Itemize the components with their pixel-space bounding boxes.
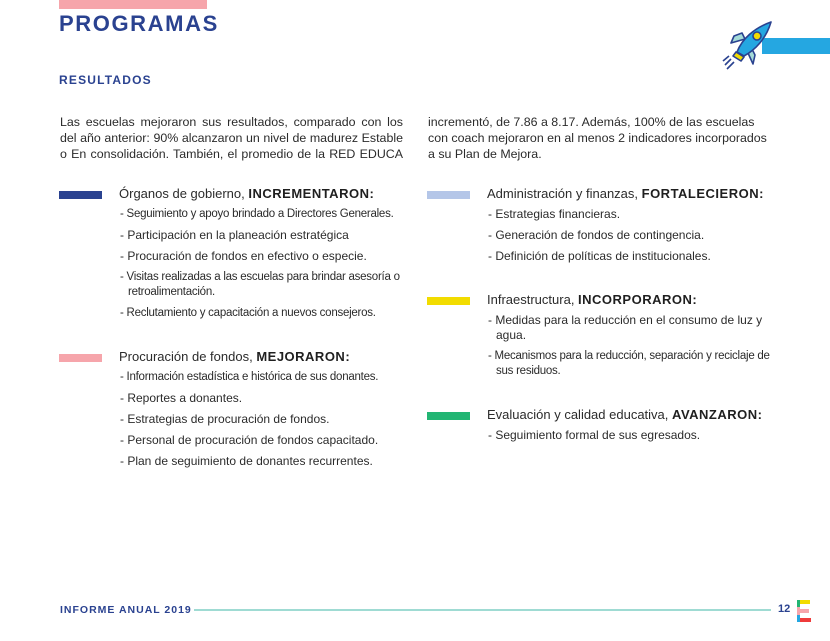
color-swatch [427, 297, 470, 305]
educa-e-logo-icon [797, 600, 811, 622]
group-verb: AVANZARON: [672, 407, 763, 422]
list-item: - Personal de procuración de fondos capacitado. [120, 433, 379, 447]
list-item: - Procuración de fondos en efectivo o especie. [120, 249, 367, 263]
group-label: Administración y finanzas, [487, 186, 642, 201]
group-label: Evaluación y calidad educativa, [487, 407, 673, 422]
group-heading [487, 406, 762, 424]
header-accent-bar [59, 0, 207, 9]
intro-paragraph-right: incrementó, de 7.86 a 8.17. Además, 100% de las escuelas con coach mejoraron en al menos 2 indicadores incorporados a su Plan de Mejora. [428, 115, 767, 161]
list-item: - Generación de fondos de contingencia. [488, 228, 705, 242]
list-item: - Reportes a donantes. [120, 391, 243, 405]
group-heading [119, 185, 374, 203]
list-item: - Participación en la planeación estratégica [120, 228, 349, 242]
list-item: - Seguimiento y apoyo brindado a Directores Generales. [120, 208, 394, 220]
list-item: - Medidas para la reducción en el consumo de luz y agua. [488, 313, 763, 342]
list-item: - Visitas realizadas a las escuelas para brindar asesoría o retroalimentación. [120, 271, 400, 298]
list-item: - Plan de seguimiento de donantes recurrentes. [120, 454, 373, 468]
rocket-icon [720, 19, 776, 71]
group-label: Infraestructura, [487, 292, 579, 307]
list-item: - Información estadística e histórica de sus donantes. [120, 371, 379, 383]
group-verb: INCORPORARON: [578, 292, 698, 307]
group-heading [487, 185, 764, 203]
group-items [488, 428, 700, 449]
rocket-window [753, 32, 761, 40]
group-items [120, 370, 378, 475]
group-verb: MEJORARON: [256, 349, 351, 364]
color-swatch [59, 354, 102, 362]
footer-report-title: INFORME ANUAL 2019 [60, 604, 192, 616]
rocket-exhaust [723, 56, 734, 69]
list-item: - Estrategias financieras. [488, 207, 621, 221]
group-label: Procuración de fondos, [119, 349, 257, 364]
group-verb: INCREMENTARON: [248, 186, 375, 201]
group-verb: FORTALECIERON: [641, 186, 764, 201]
group-heading [119, 348, 350, 366]
section-title: RESULTADOS [59, 73, 152, 87]
list-item: - Estrategias de procuración de fondos. [120, 412, 330, 426]
color-swatch [427, 191, 470, 199]
group-items [488, 207, 711, 270]
list-item: - Reclutamiento y capacitación a nuevos consejeros. [120, 307, 376, 319]
group-label: Órganos de gobierno, [119, 186, 249, 201]
group-items [120, 207, 418, 327]
color-swatch [59, 191, 102, 199]
list-item: - Definición de políticas de institucionales. [488, 249, 711, 263]
footer-divider [194, 609, 771, 611]
page-number: 12 [778, 603, 791, 615]
intro-paragraph-left: Las escuelas mejoraron sus resultados, comparado con los del año anterior: 90% alcanzaron un nivel de madurez Estable o En consolidación. También, el promedio de la RED EDUCA [60, 115, 403, 161]
list-item: - Mecanismos para la reducción, separación y reciclaje de sus residuos. [488, 350, 770, 377]
group-items [488, 313, 786, 385]
color-swatch [427, 412, 470, 420]
group-heading [487, 291, 697, 309]
page-title: PROGRAMAS [59, 11, 219, 36]
list-item: - Seguimiento formal de sus egresados. [488, 428, 701, 442]
